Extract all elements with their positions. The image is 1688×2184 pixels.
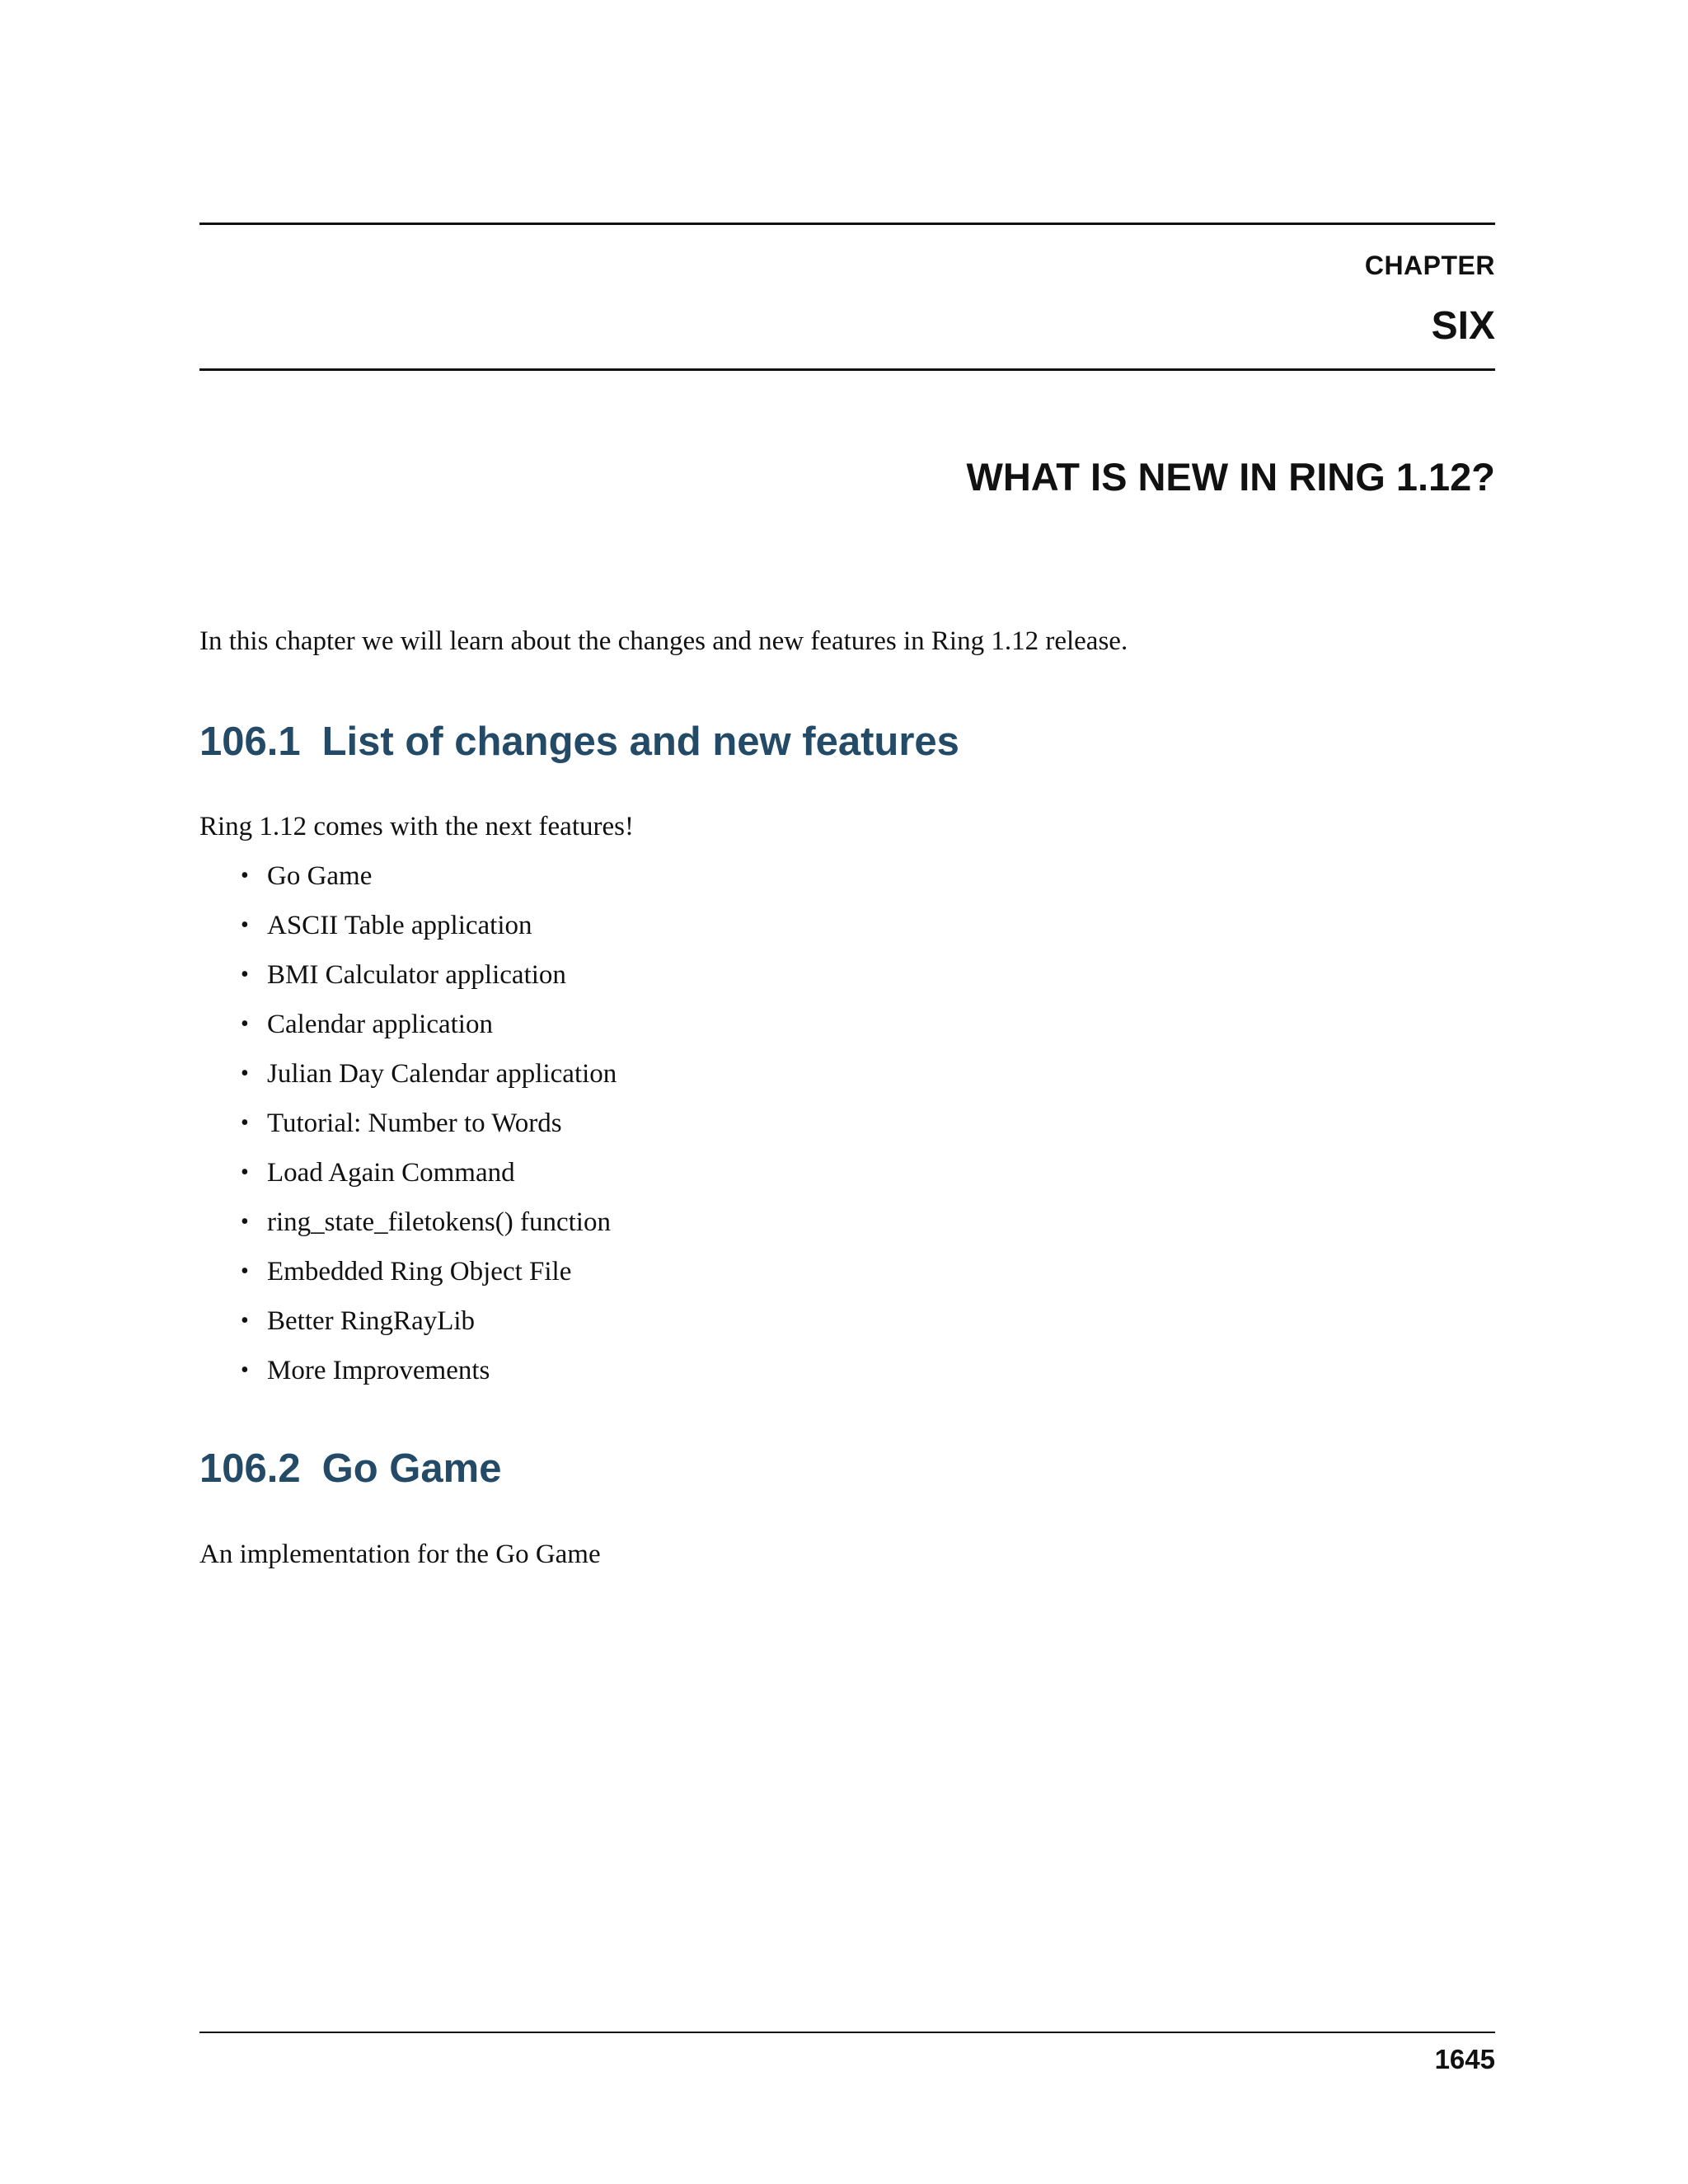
bullet-icon: •: [241, 863, 249, 888]
page-number: 1645: [1434, 2044, 1495, 2074]
section-number: 106.1: [199, 719, 301, 764]
list-item-text: Embedded Ring Object File: [267, 1257, 572, 1286]
list-item-text: ASCII Table application: [267, 911, 532, 940]
list-item: [199, 957, 617, 1006]
list-item-text: Julian Day Calendar application: [267, 1059, 617, 1089]
chapter-label: CHAPTER: [1364, 251, 1495, 280]
list-item: [199, 1254, 617, 1303]
list-item: [199, 1303, 617, 1352]
section-heading-list-of-changes[interactable]: [199, 717, 959, 766]
chapter-number: SIX: [1431, 304, 1495, 348]
bullet-icon: •: [241, 1308, 249, 1333]
section-number: 106.2: [199, 1446, 301, 1491]
go-game-paragraph: An implementation for the Go Game: [199, 1540, 601, 1569]
bullet-icon: •: [241, 912, 249, 938]
list-item-text: More Improvements: [267, 1356, 490, 1385]
bullet-icon: •: [241, 1160, 249, 1185]
chapter-bottom-rule: [199, 368, 1495, 371]
bullet-icon: •: [241, 1209, 249, 1235]
bullet-icon: •: [241, 1110, 249, 1136]
list-item: [199, 1056, 617, 1105]
features-lead-paragraph: Ring 1.12 comes with the next features!: [199, 812, 634, 841]
section-title: Go Game: [321, 1446, 502, 1491]
list-item-text: Go Game: [267, 861, 373, 891]
list-item: [199, 1006, 617, 1056]
list-item-text: Tutorial: Number to Words: [267, 1108, 562, 1138]
list-item-text: ring_state_filetokens() function: [267, 1207, 611, 1237]
list-item-text: BMI Calculator application: [267, 960, 566, 990]
list-item: [199, 1155, 617, 1204]
list-item: [199, 1352, 617, 1402]
list-item: [199, 858, 617, 907]
list-item-text: Better RingRayLib: [267, 1306, 476, 1336]
list-item-text: Calendar application: [267, 1010, 493, 1039]
bullet-icon: •: [241, 1061, 249, 1086]
bullet-icon: •: [241, 1011, 249, 1037]
bullet-icon: •: [241, 1357, 249, 1383]
chapter-top-rule: [199, 223, 1495, 225]
intro-paragraph: In this chapter we will learn about the changes and new features in Ring 1.12 release.: [199, 626, 1128, 656]
bullet-icon: •: [241, 962, 249, 987]
list-item-text: Load Again Command: [267, 1158, 515, 1188]
footer-rule: [199, 2032, 1495, 2033]
document-page: [199, 0, 1495, 2184]
section-heading-go-game[interactable]: [199, 1444, 501, 1493]
list-item: [199, 1105, 617, 1155]
list-item: [199, 907, 617, 957]
feature-list: [199, 858, 617, 1402]
chapter-title: WHAT IS NEW IN RING 1.12?: [966, 455, 1495, 499]
list-item: [199, 1204, 617, 1254]
section-title: List of changes and new features: [321, 719, 959, 764]
bullet-icon: •: [241, 1258, 249, 1284]
